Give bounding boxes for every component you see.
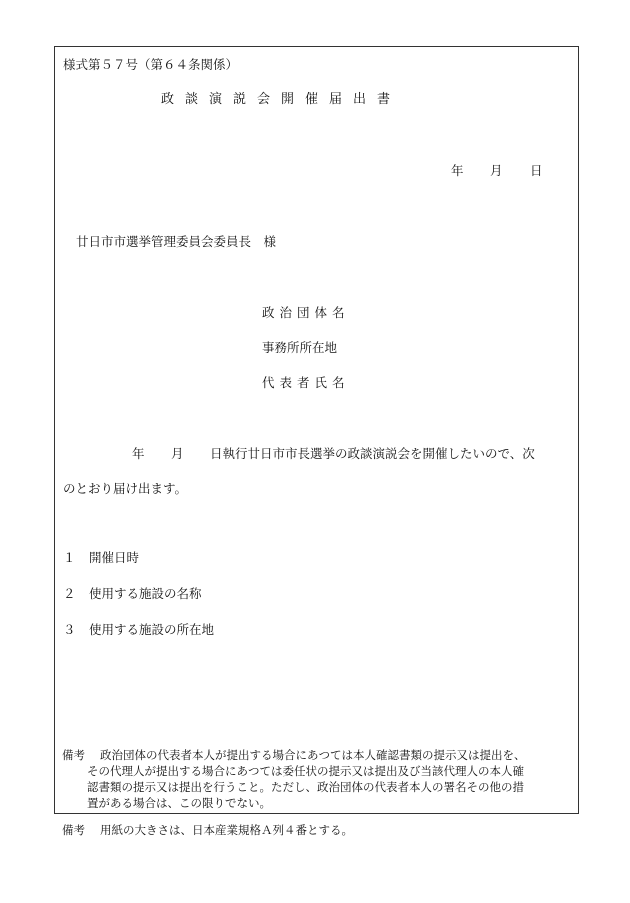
addressee: 廿日市市選挙管理委員会委員長 様 — [76, 234, 277, 249]
remarks-outer-label: 備考 — [62, 823, 85, 837]
date-year: 年 — [451, 163, 464, 178]
form-label: 様式第５７号（第６４条関係） — [63, 57, 239, 72]
form-title: 政談演説会開催届出書 — [161, 92, 402, 107]
office-label: 事務所所在地 — [262, 340, 338, 355]
remarks-inner-line-1: 政治団体の代表者本人が提出する場合にあつては本人確認書類の提示又は提出を、 — [100, 748, 526, 762]
form-frame — [54, 46, 579, 814]
date-month: 月 — [490, 163, 503, 178]
representative-label: 代表者氏名 — [262, 375, 350, 390]
remarks-inner-line-4: 置がある場合は、この限りでない。 — [87, 796, 271, 810]
item-2-number: ２ — [63, 586, 76, 601]
item-1-number: １ — [63, 550, 76, 565]
body-line1: 日執行廿日市市長選挙の政談演説会を開催したいので、次 — [210, 446, 535, 461]
remarks-inner-label: 備考 — [62, 748, 85, 762]
item-1-label: 開催日時 — [89, 550, 140, 565]
remarks-outer-text: 用紙の大きさは、日本産業規格Ａ列４番とする。 — [100, 823, 353, 837]
org-name-label: 政治団体名 — [262, 305, 350, 320]
body-year: 年 — [132, 446, 145, 461]
remarks-inner-line-2: その代理人が提出する場合にあつては委任状の提示又は提出及び当該代理人の本人確 — [87, 764, 524, 778]
body-month: 月 — [171, 446, 184, 461]
item-3-number: ３ — [63, 622, 76, 637]
item-2-label: 使用する施設の名称 — [89, 586, 202, 601]
body-line2: のとおり届け出ます。 — [63, 481, 188, 496]
item-3-label: 使用する施設の所在地 — [89, 622, 215, 637]
date-day: 日 — [530, 163, 543, 178]
remarks-inner-line-3: 認書類の提示又は提出を行うこと。ただし、政治団体の代表者本人の署名その他の措 — [87, 780, 524, 794]
